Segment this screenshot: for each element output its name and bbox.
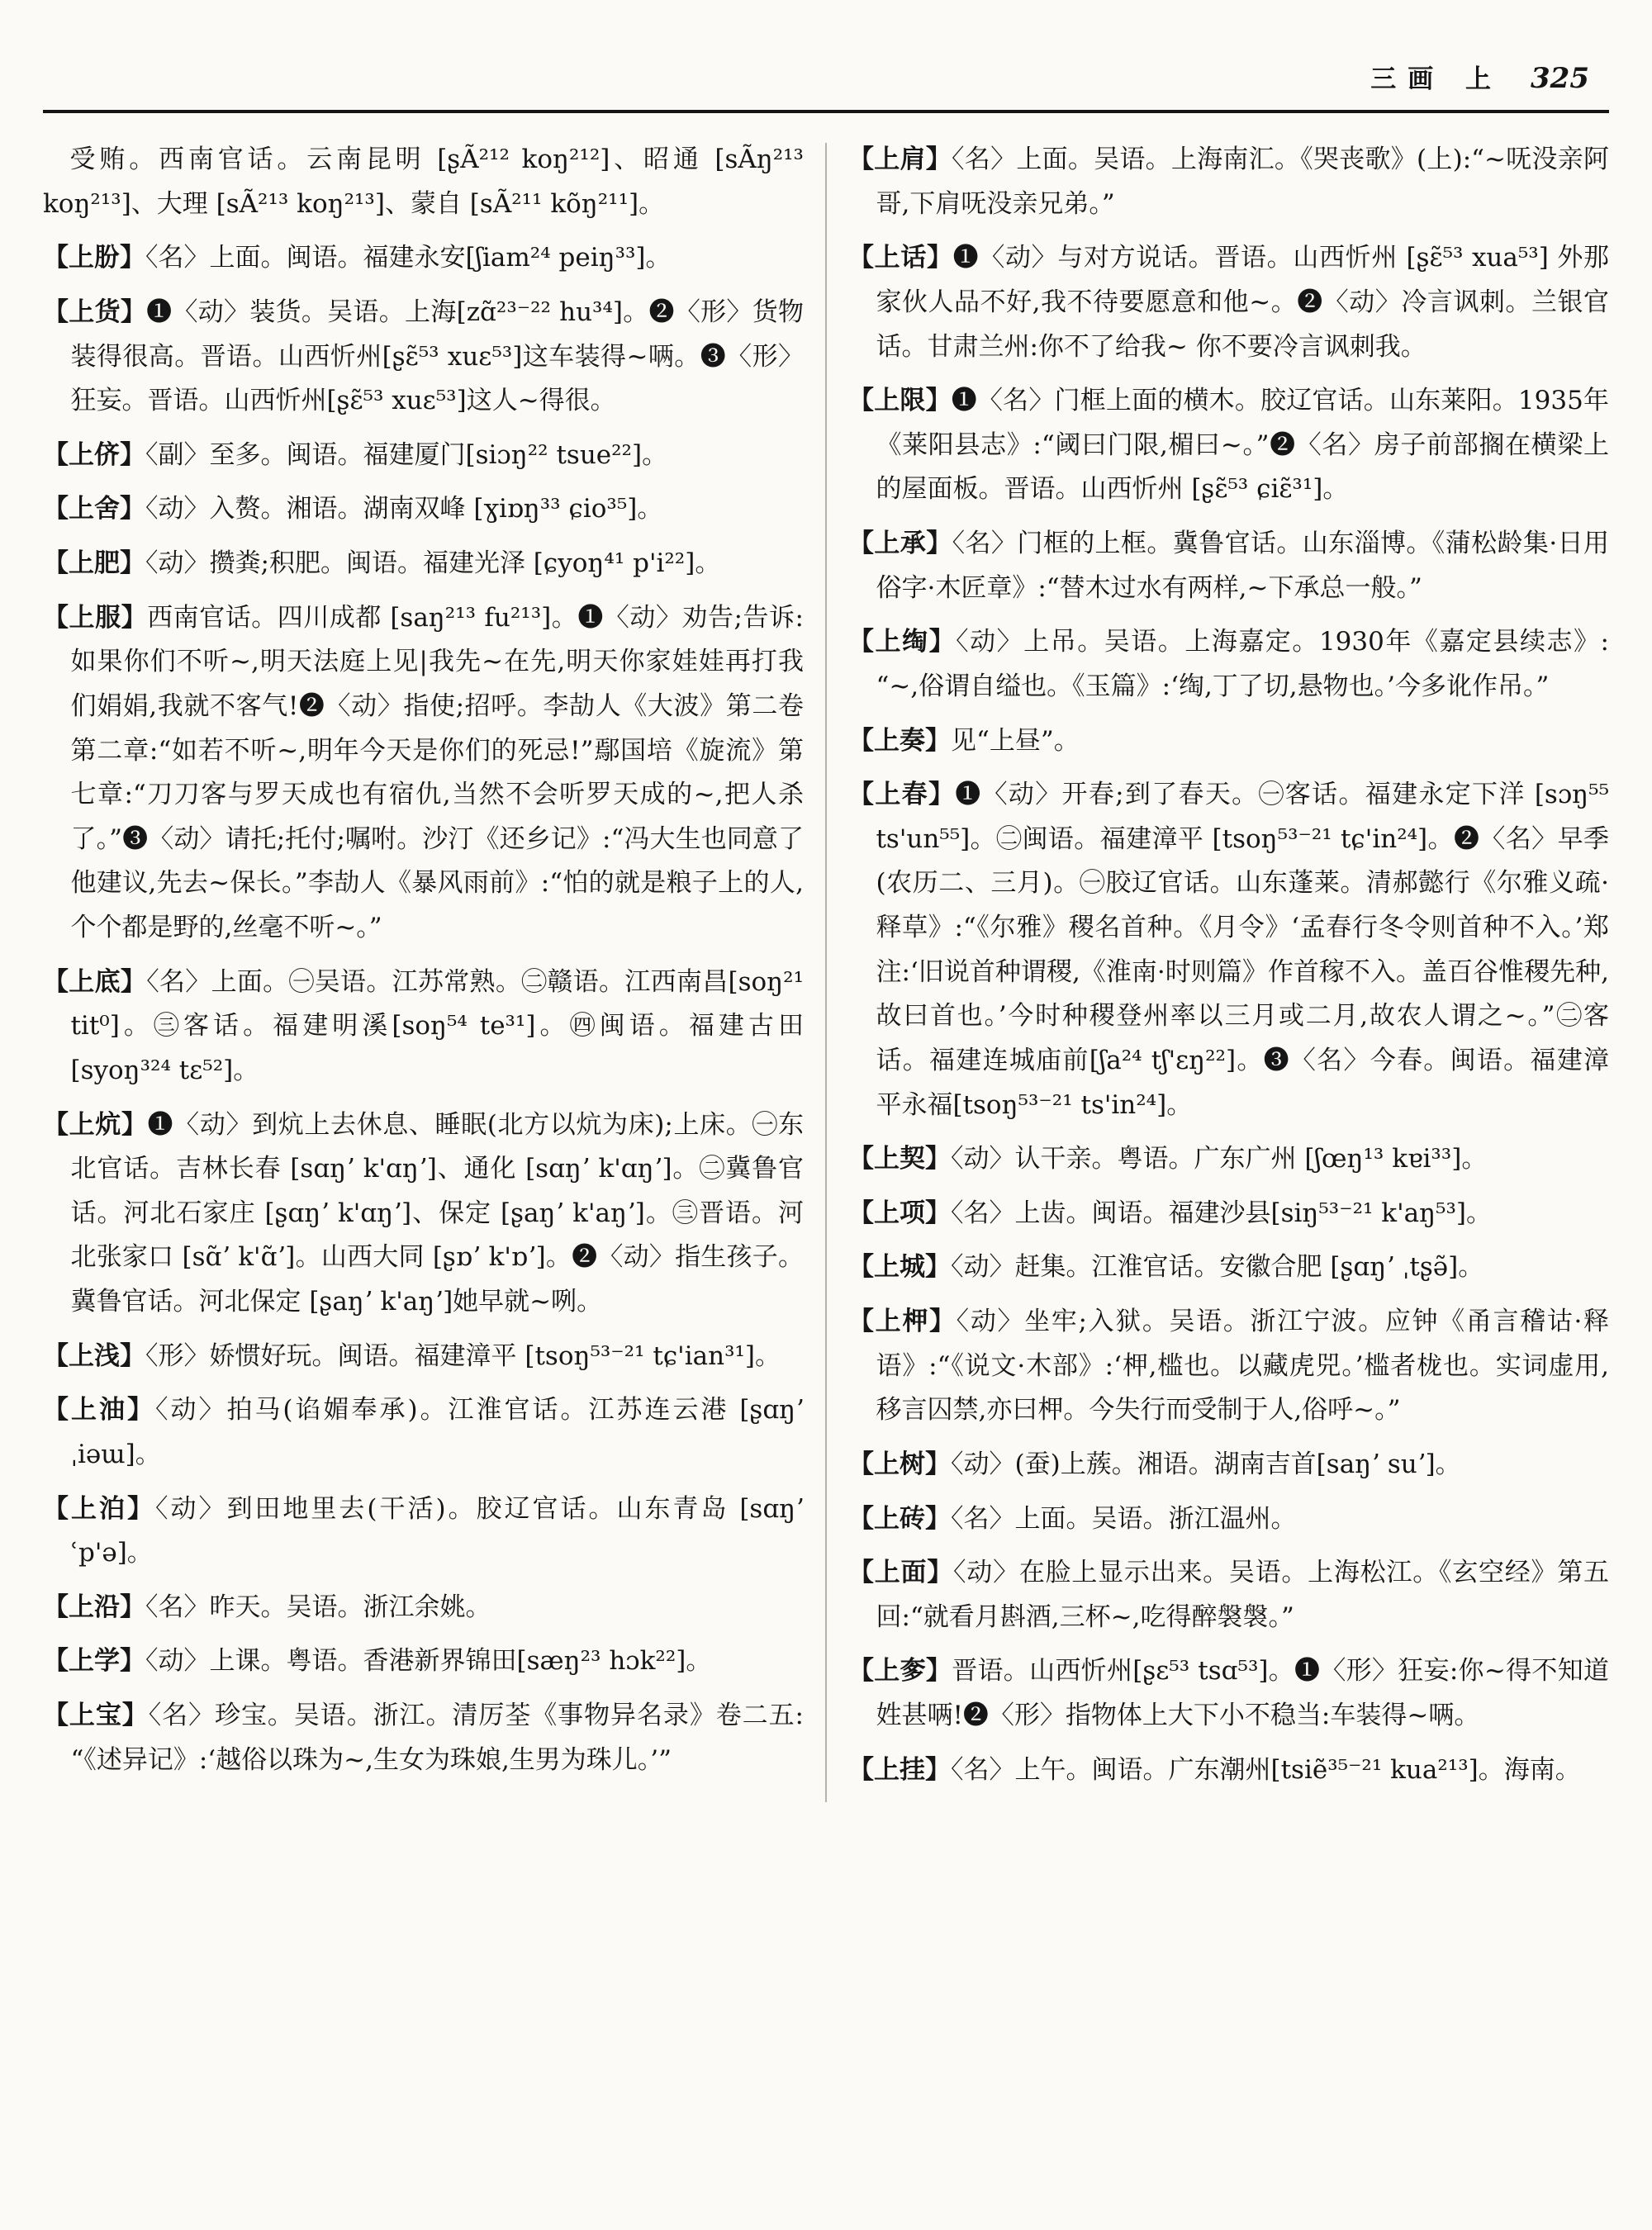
dict-entry: [43, 596, 804, 951]
entry-body: 〈动〉到田地里去(干活)。胶辽官话。山东青岛 [sɑŋʼ ʿp'ə]。: [70, 1493, 804, 1568]
dict-entry: [848, 379, 1609, 512]
entry-headword: 【上城】: [848, 1252, 951, 1283]
entry-body: 〈副〉至多。闽语。福建厦门[siɔŋ²² tsue²²]。: [145, 439, 668, 470]
entry-body: 西南官话。四川成都 [saŋ²¹³ fu²¹³]。❶〈动〉劝告;告诉:如果你们不听~,明天法庭上见|我先~在先,明天你家娃娃再打我们娟娟,我就不客气!❷〈动〉指使;招呼。李劼人《大波》第二卷第二章:“如若不听~,明年今天是你们的死忌!”鄢国培《旋流》第七章:“刀刀客与罗天成也有宿仇,当然不会听罗天成的~,把人杀了。”❸〈动〉请托;托付;嘱咐。沙汀《还乡记》:“冯大生也同意了他建议,先去~保长。”李劼人《暴风雨前》:“怕的就是粮子上的人,个个都是野的,丝毫不听~。”: [70, 602, 804, 942]
page-header: [43, 25, 1609, 110]
entry-headword: 【上朌】: [43, 243, 145, 273]
dict-entry: [43, 138, 804, 226]
dict-entry: [848, 1443, 1609, 1487]
entry-body: 见“上昼”。: [951, 725, 1080, 756]
entry-headword: 【上面】: [848, 1558, 954, 1588]
dict-entry: [848, 1192, 1609, 1236]
dict-entry: [848, 1649, 1609, 1738]
entry-headword: 【上货】: [43, 297, 147, 327]
dict-entry: [43, 1586, 804, 1630]
entry-body: 〈名〉上面。吴语。浙江温州。: [951, 1503, 1297, 1534]
entry-body: 〈动〉拍马(谄媚奉承)。江淮官话。江苏连云港 [ʂɑŋʼ ˌiəɯ]。: [70, 1395, 804, 1469]
entry-headword: 【上话】: [848, 243, 953, 273]
entry-body: 〈名〉门框的上框。冀鲁官话。山东淄博。《蒲松龄集·日用俗字·木匠章》:“替木过水有两样,~下承总一般。”: [876, 529, 1609, 603]
entry-headword: 【上侪】: [43, 439, 145, 470]
dict-entry: [848, 1497, 1609, 1542]
entry-headword: 【上项】: [848, 1198, 951, 1228]
entry-headword: 【上柙】: [848, 1307, 957, 1336]
columns: [43, 113, 1609, 1802]
entry-headword: 【上沿】: [43, 1592, 145, 1622]
entry-body: 〈动〉在脸上显示出来。吴语。上海松江。《玄空经》第五回:“就看月斟酒,三杯~,吃得醉褩褩。”: [876, 1558, 1610, 1632]
dict-entry: [848, 719, 1609, 764]
entry-headword: 【上契】: [848, 1144, 951, 1174]
page-number: 325: [1531, 62, 1589, 95]
entry-body: 〈名〉昨天。吴语。浙江余姚。: [145, 1592, 491, 1622]
dict-entry: [848, 1748, 1609, 1793]
dict-entry: [43, 1103, 804, 1325]
dict-entry: [43, 487, 804, 532]
entry-body: 〈形〉娇惯好玩。闽语。福建漳平 [tsoŋ⁵³⁻²¹ tɕ'ian³¹]。: [145, 1340, 781, 1371]
entry-headword: 【上奏】: [848, 725, 951, 756]
entry-body: 〈动〉(蚕)上蔟。湘语。湖南吉首[saŋʼ suʼ]。: [951, 1449, 1461, 1479]
dict-entry: [43, 961, 804, 1094]
entry-body: ❶〈动〉到炕上去休息、睡眠(北方以炕为床);上床。㊀东北官话。吉林长春 [sɑŋʼ k'ɑŋʼ]、通化 [sɑŋʼ k'ɑŋʼ]。㊁冀鲁官话。河北石家庄 [ʂɑŋʼ k'ɑŋʼ]、保定 [ʂaŋʼ k'aŋʼ]。㊂晋语。河北张家口 [sɑ̃ʼ k'ɑ̃ʼ]。山西大同 [ʂɒʼ k'ɒʼ]。❷〈动〉指生孩子。冀鲁官话。河北保定 [ʂaŋʼ k'aŋʼ]她早就~咧。: [70, 1109, 805, 1317]
entry-headword: 【上绹】: [848, 627, 957, 657]
entry-headword: 【上肩】: [848, 145, 952, 174]
entry-headword: 【上砖】: [848, 1503, 951, 1534]
dict-entry: [848, 620, 1609, 709]
entry-body: 〈动〉坐牢;入狱。吴语。浙江宁波。应钟《甬言稽诂·释语》:“《说文·木部》:‘柙,槛也。以藏虎兕。’槛者栊也。实词虚用,移言囚禁,亦曰柙。今失行而受制于人,俗呼~。”: [876, 1307, 1610, 1426]
entry-body: 晋语。山西忻州[ʂɛ⁵³ tsɑ⁵³]。❶〈形〉狂妄:你~得不知道姓甚唡!❷〈形〉指物体上大下小不稳当:车装得~唡。: [876, 1656, 1610, 1730]
entry-body: 〈名〉上面。吴语。上海南汇。《哭丧歌》(上):“~呒没亲阿哥,下肩呒没亲兄弟。”: [876, 145, 1610, 219]
dict-entry: [848, 1300, 1609, 1433]
entry-headword: 【上学】: [43, 1646, 145, 1677]
dict-entry: [43, 1335, 804, 1379]
entry-body: 〈名〉上齿。闽语。福建沙县[siŋ⁵³⁻²¹ k'aŋ⁵³]。: [951, 1198, 1493, 1228]
dict-entry: [848, 773, 1609, 1127]
entry-body: 〈动〉攒粪;积肥。闽语。福建光泽 [ɕyoŋ⁴¹ p'i²²]。: [145, 548, 721, 578]
dict-entry: [848, 1137, 1609, 1182]
entry-headword: 【上春】: [848, 780, 956, 810]
entry-body: ❶〈名〉门框上面的横木。胶辽官话。山东莱阳。1935年《莱阳县志》:“阈曰门限,楣曰~。”❷〈名〉房子前部搁在横梁上的屋面板。晋语。山西忻州 [ʂɛ̃⁵³ ɕiɛ̃³¹]。: [876, 386, 1610, 505]
dict-entry: [43, 1694, 804, 1782]
entry-headword: 【上炕】: [43, 1109, 148, 1140]
entry-headword: 【上宝】: [43, 1701, 149, 1730]
entry-body: ❶〈动〉与对方说话。晋语。山西忻州 [ʂɛ̃⁵³ xua⁵³] 外那家伙人品不好,我不待要愿意和他~。❷〈动〉冷言讽刺。兰银官话。甘肃兰州:你不了给我~ 你不要冷言讽刺我。: [876, 243, 1610, 362]
entry-body: 受贿。西南官话。云南昆明 [ʂÃ²¹² koŋ²¹²]、昭通 [sÃŋ²¹³ koŋ²¹³]、大理 [sÃ²¹³ koŋ²¹³]、蒙自 [sÃ²¹¹ kõŋ²¹¹]。: [43, 145, 804, 219]
entry-body: 〈名〉上面。㊀吴语。江苏常熟。㊁赣语。江西南昌[soŋ²¹ tit⁰]。㊂客话。福建明溪[soŋ⁵⁴ te³¹]。㊃闽语。福建古田 [syoŋ³²⁴ tɛ⁵²]。: [70, 966, 804, 1085]
entry-body: 〈动〉上课。粤语。香港新界锦田[sæŋ²³ hɔk²²]。: [145, 1646, 712, 1677]
entry-headword: 【上底】: [43, 966, 147, 997]
dict-entry: [43, 1487, 804, 1576]
entry-headword: 【上浅】: [43, 1340, 145, 1371]
dict-entry: [43, 236, 804, 281]
entry-headword: 【上泊】: [43, 1493, 155, 1524]
entry-body: 〈名〉上面。闽语。福建永安[ʃiam²⁴ peiŋ³³]。: [145, 243, 672, 273]
left-column: [43, 138, 804, 1802]
entry-headword: 【上肥】: [43, 548, 145, 578]
entry-headword: 【上油】: [43, 1395, 155, 1426]
entry-headword: 【上奓】: [848, 1656, 952, 1687]
dict-entry: [848, 138, 1609, 226]
dict-entry: [43, 1388, 804, 1477]
entry-body: 〈动〉入赘。湘语。湖南双峰 [ɣiɒŋ³³ ɕio³⁵]。: [145, 494, 663, 524]
entry-headword: 【上限】: [848, 386, 952, 416]
entry-body: 〈动〉赶集。江淮官话。安徽合肥 [ʂɑŋʼ ˌtʂə̃]。: [951, 1252, 1484, 1283]
entry-headword: 【上服】: [43, 602, 148, 633]
dict-entry: [848, 522, 1609, 610]
entry-body: ❶〈动〉装货。吴语。上海[zɑ̃²³⁻²² hu³⁴]。❷〈形〉货物装得很高。晋语。山西忻州[ʂɛ̃⁵³ xuɛ⁵³]这车装得~唡。❸〈形〉狂妄。晋语。山西忻州[ʂɛ̃⁵³ xuɛ⁵³]这人~得很。: [70, 297, 804, 416]
right-column: [848, 138, 1609, 1802]
dict-entry: [43, 434, 804, 478]
dict-entry: [848, 1245, 1609, 1290]
entry-headword: 【上舍】: [43, 494, 145, 524]
dict-entry: [848, 1551, 1609, 1639]
entry-body: ❶〈动〉开春;到了春天。㊀客话。福建永定下洋 [sɔŋ⁵⁵ ts'un⁵⁵]。㊁闽语。福建漳平 [tsoŋ⁵³⁻²¹ tɕ'in²⁴]。❷〈名〉早季(农历二、三月)。㊀胶辽官话。山东蓬莱。清郝懿行《尔雅义疏·释草》:“《尔雅》稷名首种。《月令》‘孟春行冬令则首种不入。’郑注:‘旧说首种谓稷,《淮南·时则篇》作首稼不入。盖百谷惟稷先种,故曰首也。’今时种稷登州率以三月或二月,故农人谓之~。”㊁客话。福建连城庙前[ʃa²⁴ tʃ'ɛŋ²²]。❸〈名〉今春。闽语。福建漳平永福[tsoŋ⁵³⁻²¹ ts'in²⁴]。: [876, 780, 1610, 1120]
dict-entry: [848, 236, 1609, 369]
dict-entry: [43, 1639, 804, 1684]
entry-headword: 【上承】: [848, 529, 952, 558]
dict-entry: [43, 542, 804, 586]
entry-body: 〈动〉认干亲。粤语。广东广州 [ʃœŋ¹³ kɐi³³]。: [951, 1144, 1488, 1174]
entry-headword: 【上树】: [848, 1449, 951, 1479]
entry-body: 〈名〉上午。闽语。广东潮州[tsiẽ³⁵⁻²¹ kua²¹³]。海南。: [951, 1754, 1581, 1785]
entry-body: 〈动〉上吊。吴语。上海嘉定。1930年《嘉定县续志》:“~,俗谓自缢也。《玉篇》:‘绹,丁了切,悬物也。’今多讹作吊。”: [876, 627, 1610, 701]
section-title: 三画 上: [1370, 64, 1503, 94]
entry-body: 〈名〉珍宝。吴语。浙江。清厉荃《事物异名录》卷二五:“《述异记》:‘越俗以珠为~,生女为珠娘,生男为珠儿。’”: [70, 1701, 804, 1775]
dict-entry: [43, 291, 804, 424]
entry-headword: 【上挂】: [848, 1754, 951, 1785]
column-divider: [825, 143, 827, 1802]
